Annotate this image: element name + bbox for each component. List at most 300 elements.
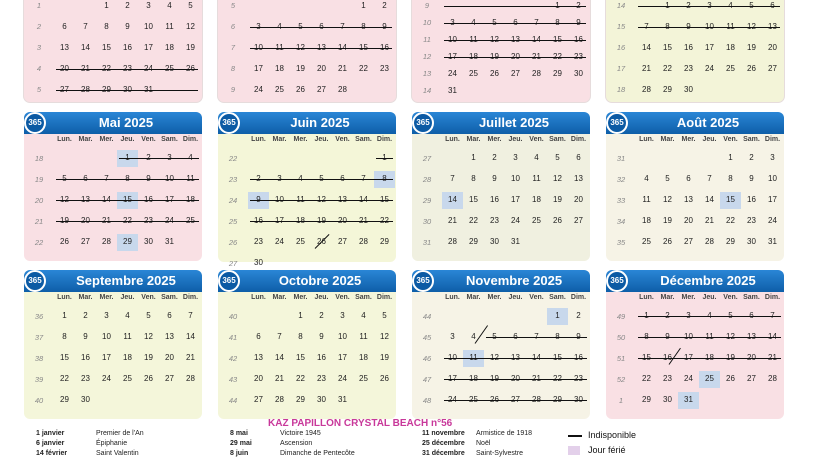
day-cell: 9 <box>382 22 387 31</box>
day-cell: 8 <box>555 332 560 341</box>
month-card-6 <box>412 270 590 419</box>
week-number: 30 <box>422 217 432 226</box>
day-cell: 6 <box>770 1 775 10</box>
week-number: 41 <box>228 333 238 342</box>
day-cell: 15 <box>663 43 672 52</box>
day-cell: 29 <box>553 69 562 78</box>
day-cell: 30 <box>684 85 693 94</box>
day-cell: 27 <box>317 85 326 94</box>
day-cell: 12 <box>726 332 735 341</box>
unavailable-strike <box>638 358 781 359</box>
day-cell: 5 <box>298 22 303 31</box>
day-cell: 16 <box>747 195 756 204</box>
day-cell: 10 <box>275 195 284 204</box>
day-cell: 3 <box>513 153 518 162</box>
day-cell: 17 <box>275 216 284 225</box>
day-cell: 20 <box>317 64 326 73</box>
day-cell: 22 <box>726 216 735 225</box>
weekday-header: Mar. <box>660 136 675 143</box>
unavailable-strike <box>638 27 780 28</box>
day-cell: 1 <box>382 153 387 162</box>
unavailable-strike <box>56 179 199 180</box>
weekday-header: Dim. <box>570 294 587 301</box>
holiday-date: 14 février <box>36 450 68 457</box>
day-cell: 26 <box>663 237 672 246</box>
unavailable-strike <box>638 337 781 338</box>
day-cell: 23 <box>317 374 326 383</box>
day-cell: 5 <box>62 174 67 183</box>
week-number: 6 <box>230 22 236 31</box>
month-body <box>24 134 202 261</box>
week-number: 34 <box>616 217 626 226</box>
day-cell: 11 <box>469 35 478 44</box>
day-cell: 8 <box>62 332 67 341</box>
weekday-header: Lun. <box>639 136 654 143</box>
week-number: 40 <box>34 396 44 405</box>
weekday-header: Ven. <box>335 136 350 143</box>
day-cell: 16 <box>663 353 672 362</box>
day-cell: 6 <box>319 22 324 31</box>
day-cell: 25 <box>726 64 735 73</box>
day-cell: 29 <box>642 395 651 404</box>
day-cell: 19 <box>296 64 305 73</box>
unavailable-strike <box>638 6 780 7</box>
day-cell: 13 <box>684 195 693 204</box>
month-card-1 <box>218 112 396 268</box>
day-cell: 10 <box>165 174 174 183</box>
day-cell: 30 <box>574 395 583 404</box>
day-cell: 17 <box>165 195 174 204</box>
day-cell: 21 <box>768 353 777 362</box>
day-cell: 25 <box>469 69 478 78</box>
day-cell: 23 <box>380 64 389 73</box>
week-number: 25 <box>228 217 238 226</box>
day-cell: 24 <box>684 374 693 383</box>
week-number: 51 <box>616 354 626 363</box>
day-cell: 8 <box>555 18 560 27</box>
unavailable-strike <box>638 316 781 317</box>
day-cell: 10 <box>338 332 347 341</box>
week-number: 8 <box>230 64 236 73</box>
week-number: 39 <box>34 375 44 384</box>
day-cell: 11 <box>469 353 478 362</box>
day-cell: 28 <box>448 237 457 246</box>
day-cell: 25 <box>296 237 305 246</box>
week-number: 19 <box>34 175 44 184</box>
day-cell: 15 <box>642 353 651 362</box>
weekday-header: Dim. <box>376 294 393 301</box>
weekday-header: Sam. <box>355 136 372 143</box>
day-cell: 19 <box>186 43 195 52</box>
day-cell: 17 <box>254 64 263 73</box>
day-cell: 12 <box>317 195 326 204</box>
day-cell: 22 <box>469 216 478 225</box>
legend-unavailable-label: Indisponible <box>588 430 637 440</box>
day-cell: 8 <box>104 22 109 31</box>
day-cell: 21 <box>532 374 541 383</box>
weekday-header: Mer. <box>681 136 696 143</box>
day-cell: 7 <box>277 332 282 341</box>
day-cell: 9 <box>665 332 670 341</box>
day-cell: 4 <box>728 1 733 10</box>
week-number: 20 <box>34 196 44 205</box>
day-cell: 23 <box>144 216 153 225</box>
day-cell: 25 <box>705 374 714 383</box>
day-cell: 13 <box>60 43 69 52</box>
week-number: 16 <box>616 43 626 52</box>
month-title: Juillet 2025 <box>478 115 550 130</box>
weekday-header: Mar. <box>466 294 481 301</box>
week-number: 23 <box>228 175 238 184</box>
weekday-header: Mer. <box>487 136 502 143</box>
weekday-header: Lun. <box>445 136 460 143</box>
day-cell: 15 <box>553 353 562 362</box>
day-cell: 1 <box>471 153 476 162</box>
day-cell: 7 <box>770 311 775 320</box>
property-title: KAZ PAPILLON CRYSTAL BEACH n°56 <box>268 418 453 429</box>
day-cell: 17 <box>448 374 457 383</box>
day-cell: 18 <box>469 52 478 61</box>
day-cell: 21 <box>532 52 541 61</box>
day-cell: 7 <box>450 174 455 183</box>
day-cell: 13 <box>511 353 520 362</box>
day-cell: 9 <box>256 195 261 204</box>
strike-line-icon <box>568 435 582 437</box>
weekday-header: Mer. <box>99 294 114 301</box>
day-cell: 16 <box>574 35 583 44</box>
day-cell: 1 <box>298 311 303 320</box>
week-number: 29 <box>422 196 432 205</box>
day-cell: 5 <box>749 1 754 10</box>
weekday-header: Jeu. <box>120 136 135 143</box>
week-number: 46 <box>422 354 432 363</box>
day-cell: 25 <box>186 216 195 225</box>
weekday-header: Mar. <box>660 294 675 301</box>
week-number: 2 <box>36 22 42 31</box>
month-header <box>606 112 784 134</box>
calendar-365-icon: 365 <box>412 112 434 134</box>
month-body <box>218 292 396 419</box>
day-cell: 15 <box>296 353 305 362</box>
week-number: 13 <box>422 69 432 78</box>
day-cell: 2 <box>686 1 691 10</box>
week-number: 28 <box>422 175 432 184</box>
week-number: 14 <box>422 86 432 95</box>
day-cell: 1 <box>361 1 366 10</box>
day-cell: 1 <box>62 311 67 320</box>
weekday-header: Ven. <box>723 136 738 143</box>
day-cell: 1 <box>125 153 130 162</box>
day-cell: 4 <box>188 153 193 162</box>
unavailable-strike <box>444 379 587 380</box>
day-cell: 1 <box>555 1 560 10</box>
day-cell: 4 <box>471 332 476 341</box>
day-cell: 5 <box>382 311 387 320</box>
day-cell: 22 <box>102 64 111 73</box>
unavailable-strike <box>56 90 198 91</box>
holiday-date: 6 janvier <box>36 440 65 447</box>
week-number: 21 <box>34 217 44 226</box>
week-number: 18 <box>34 154 44 163</box>
day-cell: 3 <box>707 1 712 10</box>
day-cell: 4 <box>644 174 649 183</box>
day-cell: 10 <box>768 174 777 183</box>
week-number: 26 <box>228 238 238 247</box>
weekday-header: Lun. <box>57 294 72 301</box>
day-cell: 6 <box>576 153 581 162</box>
day-cell: 12 <box>186 22 195 31</box>
day-cell: 31 <box>511 237 520 246</box>
day-cell: 4 <box>361 311 366 320</box>
holiday-date: 25 décembre <box>422 440 465 447</box>
day-cell: 24 <box>165 216 174 225</box>
calendar-365-icon: 365 <box>218 270 240 292</box>
day-cell: 11 <box>186 174 195 183</box>
day-cell: 11 <box>165 22 174 31</box>
day-cell: 14 <box>768 332 777 341</box>
month-card-0 <box>24 112 202 261</box>
day-cell: 13 <box>81 195 90 204</box>
partial-month-0 <box>24 0 202 102</box>
weekday-header: Ven. <box>141 136 156 143</box>
day-cell: 8 <box>382 174 387 183</box>
weekday-header: Dim. <box>570 136 587 143</box>
weekday-header: Sam. <box>549 294 566 301</box>
day-cell: 26 <box>747 64 756 73</box>
day-cell: 12 <box>553 174 562 183</box>
day-cell: 24 <box>768 216 777 225</box>
day-cell: 23 <box>123 64 132 73</box>
day-cell: 21 <box>102 216 111 225</box>
day-cell: 12 <box>663 195 672 204</box>
month-title: Août 2025 <box>676 115 740 130</box>
day-cell: 26 <box>490 395 499 404</box>
month-header <box>218 112 396 134</box>
weekday-header: Sam. <box>161 294 178 301</box>
weekday-header: Jeu. <box>314 136 329 143</box>
week-number: 11 <box>423 35 431 44</box>
week-number: 33 <box>616 196 626 205</box>
day-cell: 29 <box>60 395 69 404</box>
day-cell: 20 <box>511 52 520 61</box>
day-cell: 4 <box>167 1 172 10</box>
month-card-2 <box>412 112 590 261</box>
weekday-header: Mer. <box>99 136 114 143</box>
day-cell: 23 <box>81 374 90 383</box>
day-cell: 16 <box>317 353 326 362</box>
week-number: 50 <box>616 333 626 342</box>
day-cell: 17 <box>144 43 153 52</box>
day-cell: 14 <box>275 353 284 362</box>
day-cell: 27 <box>511 69 520 78</box>
day-cell: 18 <box>123 353 132 362</box>
holiday-date: 29 mai <box>230 440 252 447</box>
day-cell: 28 <box>186 374 195 383</box>
day-cell: 19 <box>553 195 562 204</box>
unavailable-strike <box>444 23 586 24</box>
month-title: Octobre 2025 <box>278 273 362 288</box>
day-cell: 16 <box>123 43 132 52</box>
day-cell: 27 <box>338 237 347 246</box>
weekday-header: Dim. <box>764 136 781 143</box>
day-cell: 29 <box>296 395 305 404</box>
day-cell: 5 <box>146 311 151 320</box>
legend-unavailable <box>568 430 636 440</box>
day-cell: 7 <box>534 18 539 27</box>
day-cell: 23 <box>684 64 693 73</box>
day-cell: 28 <box>532 69 541 78</box>
month-card-4 <box>24 270 202 419</box>
day-cell: 22 <box>553 52 562 61</box>
day-cell: 25 <box>642 237 651 246</box>
week-number: 44 <box>228 396 238 405</box>
day-cell: 9 <box>576 18 581 27</box>
week-number: 5 <box>230 1 236 10</box>
day-cell: 13 <box>747 332 756 341</box>
day-cell: 22 <box>553 374 562 383</box>
day-cell: 3 <box>167 153 172 162</box>
day-cell: 2 <box>576 311 581 320</box>
day-cell: 2 <box>319 311 324 320</box>
day-cell: 9 <box>576 332 581 341</box>
day-cell: 14 <box>642 43 651 52</box>
month-header <box>218 270 396 292</box>
day-cell: 30 <box>144 237 153 246</box>
weekday-header: Jeu. <box>120 294 135 301</box>
week-number: 31 <box>616 154 626 163</box>
day-cell: 9 <box>83 332 88 341</box>
day-cell: 4 <box>534 153 539 162</box>
unavailable-strike <box>250 200 393 201</box>
week-number: 4 <box>36 64 42 73</box>
day-cell: 12 <box>60 195 69 204</box>
day-cell: 13 <box>338 195 347 204</box>
day-cell: 26 <box>144 374 153 383</box>
day-cell: 3 <box>277 174 282 183</box>
day-cell: 6 <box>256 332 261 341</box>
day-cell: 25 <box>275 85 284 94</box>
unavailable-strike <box>376 158 393 159</box>
unavailable-strike <box>250 48 392 49</box>
week-number: 15 <box>616 22 626 31</box>
unavailable-strike <box>444 6 586 7</box>
weekday-header: Sam. <box>549 136 566 143</box>
day-cell: 18 <box>726 43 735 52</box>
day-cell: 26 <box>186 64 195 73</box>
day-cell: 11 <box>123 332 132 341</box>
day-cell: 31 <box>448 86 457 95</box>
day-cell: 29 <box>123 237 132 246</box>
day-cell: 26 <box>296 85 305 94</box>
month-title: Mai 2025 <box>98 115 154 130</box>
day-cell: 3 <box>450 332 455 341</box>
day-cell: 27 <box>768 64 777 73</box>
day-cell: 23 <box>663 374 672 383</box>
holiday-name: Saint Valentin <box>96 450 139 457</box>
day-cell: 3 <box>686 311 691 320</box>
day-cell: 24 <box>102 374 111 383</box>
day-cell: 18 <box>359 353 368 362</box>
day-cell: 3 <box>104 311 109 320</box>
day-cell: 21 <box>81 64 90 73</box>
weekday-header: Mer. <box>293 294 308 301</box>
day-cell: 25 <box>532 216 541 225</box>
day-cell: 2 <box>576 1 581 10</box>
day-cell: 18 <box>705 353 714 362</box>
weekday-header: Sam. <box>743 294 760 301</box>
day-cell: 12 <box>490 353 499 362</box>
day-cell: 7 <box>707 174 712 183</box>
week-number: 32 <box>616 175 626 184</box>
weekday-header: Dim. <box>764 294 781 301</box>
month-body <box>606 134 784 261</box>
day-cell: 23 <box>574 52 583 61</box>
day-cell: 23 <box>574 374 583 383</box>
day-cell: 20 <box>338 216 347 225</box>
day-cell: 16 <box>490 195 499 204</box>
day-cell: 8 <box>125 174 130 183</box>
weekday-header: Ven. <box>529 136 544 143</box>
day-cell: 7 <box>361 174 366 183</box>
day-cell: 17 <box>511 195 520 204</box>
day-cell: 13 <box>317 43 326 52</box>
day-cell: 12 <box>296 43 305 52</box>
day-cell: 6 <box>340 174 345 183</box>
day-cell: 9 <box>125 22 130 31</box>
month-body <box>606 292 784 419</box>
day-cell: 11 <box>642 195 651 204</box>
month-title: Juin 2025 <box>290 115 350 130</box>
day-cell: 19 <box>60 216 69 225</box>
day-cell: 13 <box>165 332 174 341</box>
day-cell: 3 <box>340 311 345 320</box>
holiday-date: 8 juin <box>230 450 249 457</box>
day-cell: 5 <box>188 1 193 10</box>
holiday-name: Premier de l'An <box>96 430 144 437</box>
day-cell: 9 <box>492 174 497 183</box>
month-title: Novembre 2025 <box>465 273 563 288</box>
month-title: Décembre 2025 <box>660 273 756 288</box>
day-cell: 2 <box>492 153 497 162</box>
day-cell: 8 <box>361 22 366 31</box>
day-cell: 24 <box>448 69 457 78</box>
day-cell: 19 <box>380 353 389 362</box>
day-cell: 28 <box>532 395 541 404</box>
day-cell: 17 <box>768 195 777 204</box>
day-cell: 5 <box>492 332 497 341</box>
day-cell: 19 <box>490 374 499 383</box>
week-number: 52 <box>616 375 626 384</box>
holiday-name: Dimanche de Pentecôte <box>280 450 355 457</box>
day-cell: 17 <box>102 353 111 362</box>
weekday-header: Ven. <box>141 294 156 301</box>
week-number: 3 <box>36 43 42 52</box>
holiday-name: Noël <box>476 440 491 447</box>
day-cell: 17 <box>684 353 693 362</box>
day-cell: 19 <box>747 43 756 52</box>
day-cell: 28 <box>275 395 284 404</box>
day-cell: 8 <box>471 174 476 183</box>
day-cell: 9 <box>749 174 754 183</box>
holiday-name: Saint-Sylvestre <box>476 450 524 457</box>
day-cell: 29 <box>469 237 478 246</box>
day-cell: 27 <box>511 395 520 404</box>
day-cell: 30 <box>663 395 672 404</box>
day-cell: 18 <box>532 195 541 204</box>
day-cell: 15 <box>359 43 368 52</box>
day-cell: 2 <box>665 311 670 320</box>
day-cell: 29 <box>553 395 562 404</box>
